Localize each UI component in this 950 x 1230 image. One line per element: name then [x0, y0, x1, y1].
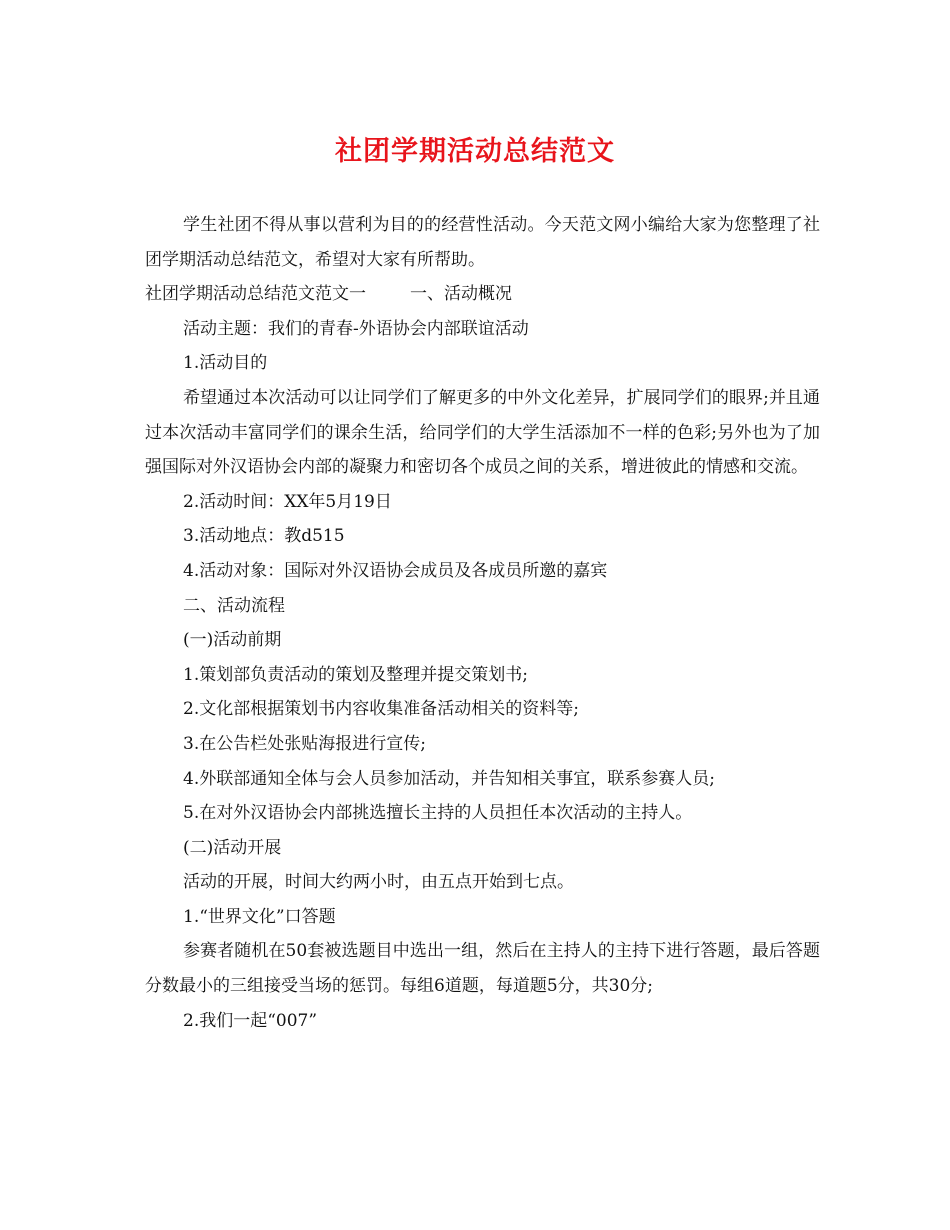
- purpose-heading: 1.活动目的: [183, 353, 268, 374]
- overview-heading: 一、活动概况: [410, 284, 512, 305]
- list-item: 5.在对外汉语协会内部挑选擅长主持的人员担任本次活动的主持人。: [183, 803, 693, 824]
- quiz-heading: 1.“世界文化”口答题: [183, 906, 336, 927]
- pre-activity-heading: (一)活动前期: [183, 630, 282, 651]
- activity-conduct-heading: (二)活动开展: [183, 837, 282, 858]
- document-body: [145, 208, 820, 1038]
- list-item: 1.策划部负责活动的策划及整理并提交策划书;: [183, 664, 528, 685]
- conduct-description: 活动的开展，时间大约两小时，由五点开始到七点。: [183, 872, 574, 893]
- game-heading: 2.我们一起“007”: [183, 1010, 318, 1031]
- activity-time: 2.活动时间：XX年5月19日: [183, 491, 392, 512]
- list-item: 3.在公告栏处张贴海报进行宣传;: [183, 733, 426, 754]
- section-heading-line: [145, 277, 820, 312]
- quiz-paragraph: 参赛者随机在50套被选题目中选出一组，然后在主持人的主持下进行答题，最后答题分数最小的三组接受当场的惩罚。每组6道题，每道题5分，共30分;: [145, 941, 820, 997]
- purpose-paragraph: 希望通过本次活动可以让同学们了解更多的中外文化差异，扩展同学们的眼界;并且通过本次活动丰富同学们的课余生活，给同学们的大学生活添加不一样的色彩;另外也为了加强国际对外汉语协会内部的凝聚力和密切各个成员之间的关系，增进彼此的情感和交流。: [145, 387, 820, 478]
- process-heading: 二、活动流程: [183, 595, 285, 616]
- list-item: 4.外联部通知全体与会人员参加活动，并告知相关事宜，联系参赛人员;: [183, 768, 715, 789]
- activity-theme: 活动主题：我们的青春-外语协会内部联谊活动: [183, 318, 529, 339]
- list-item: 2.文化部根据策划书内容收集准备活动相关的资料等;: [183, 699, 579, 720]
- activity-audience: 4.活动对象：国际对外汉语协会成员及各成员所邀的嘉宾: [183, 560, 608, 581]
- activity-location: 3.活动地点：教d515: [183, 526, 345, 547]
- document-title: 社团学期活动总结范文: [335, 136, 615, 167]
- sample-heading: 社团学期活动总结范文范文一: [145, 284, 366, 305]
- intro-paragraph: 学生社团不得从事以营利为目的的经营性活动。今天范文网小编给大家为您整理了社团学期活动总结范文，希望对大家有所帮助。: [145, 215, 820, 270]
